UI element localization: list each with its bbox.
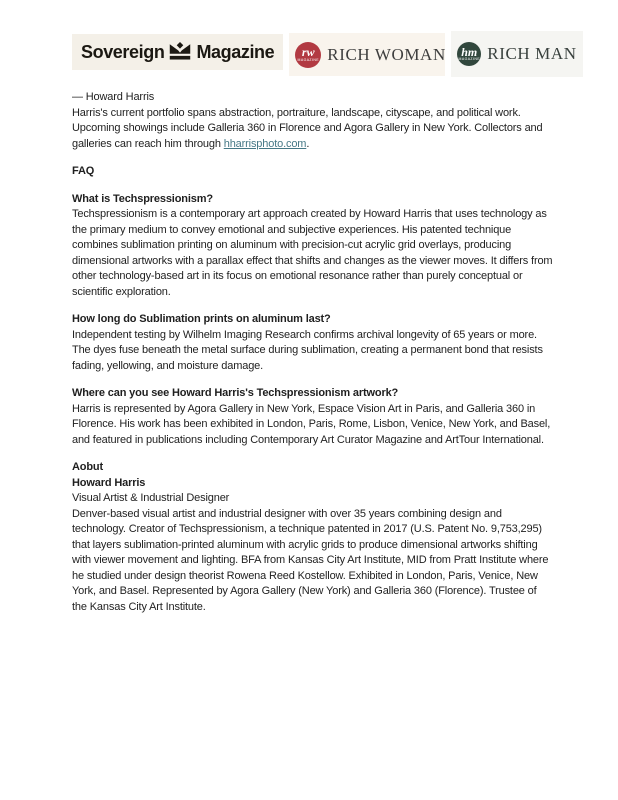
intro-block — [72, 90, 554, 152]
faq-item — [72, 192, 554, 301]
sovereign-wordmark-left: Sovereign — [81, 41, 165, 62]
rich-woman-badge-icon — [295, 42, 321, 68]
faq-question: What is Techspressionism? — [72, 192, 213, 205]
rich-woman-wordmark: RICH WOMAN — [327, 44, 446, 64]
crown-icon — [169, 42, 191, 61]
about-block — [72, 460, 554, 615]
hharrisphoto-link[interactable]: hharrisphoto.com — [223, 137, 307, 150]
sovereign-magazine-logo — [72, 34, 283, 70]
sovereign-wordmark-right: Magazine — [196, 41, 275, 62]
about-role: Visual Artist & Industrial Designer — [72, 492, 230, 504]
rich-man-wordmark: RICH MAN — [487, 44, 577, 63]
article-text — [72, 90, 554, 615]
rich-woman-logo — [289, 33, 445, 76]
faq-item — [72, 312, 554, 374]
quote-attribution: — Howard Harris — [72, 91, 155, 103]
rich-man-badge-icon — [457, 42, 481, 66]
rich-man-badge-script: hm — [461, 44, 478, 59]
about-bio: Denver-based visual artist and industrial designer with over 35 years combining design and technology. Creator of Techspressionism, a technique patented in 2017 (U.S. Patent No. 9,753,295) that layers sublimation-printed aluminum with acrylic grids to produce dimensional artworks shifting with viewer movement and lighting. BFA from Kansas City Art Institute, MID from Pratt Institute where he studied under design theorist Rowena Reed Kostellow. Exhibited in London, Paris, Venice, New York, and Basel. Represented by Agora Gallery (New York) and Galleria 360 (Florence). Trustee of the Kansas City Art Institute. — [72, 507, 549, 613]
rich-woman-badge-script: rw — [301, 45, 315, 59]
about-name: Howard Harris — [72, 476, 146, 489]
faq-answer: Harris is represented by Agora Gallery in New York, Espace Vision Art in Paris, and Galleria 360 in Florence. His work has been exhibited in London, Paris, Rome, Lisbon, Venice, New York, and Basel, and featured in publications including Contemporary Art Curator Magazine and ArtTour International. — [72, 402, 551, 446]
document-content — [72, 30, 577, 627]
faq-answer: Independent testing by Wilhelm Imaging Research confirms archival longevity of 65 years or more. The dyes fuse beneath the metal surface during sublimation, creating a permanent bond that resists fading, yellowing, and moisture damage. — [72, 328, 543, 372]
faq-heading-block — [72, 164, 554, 180]
about-heading: Aobut — [72, 461, 104, 473]
press-logo-strip — [72, 30, 577, 76]
intro-text-after-link: . — [306, 137, 310, 150]
rich-man-logo — [451, 31, 582, 77]
faq-item — [72, 386, 554, 448]
faq-question: How long do Sublimation prints on aluminum last? — [72, 313, 331, 325]
faq-answer: Techspressionism is a contemporary art approach created by Howard Harris that uses technology as the primary medium to convey emotional and subjective experiences. His patented technique combines sublimation printing on aluminum with precision-cut acrylic grid overlays, producing dimensional artworks with a parallax effect that shifts and changes as the viewer moves. It differs from other technology-based art in its focus on emotional resonance rather than purely conceptual or scientific exploration. — [72, 208, 553, 298]
rich-woman-badge-subtext: MAGAZINE — [297, 57, 319, 62]
intro-paragraph — [72, 106, 554, 153]
faq-heading: FAQ — [72, 165, 95, 177]
intro-text-before-link: Harris's current portfolio spans abstraction, portraiture, landscape, cityscape, and political work. Upcoming showings include Galleria 360 in Florence and Agora Gallery in New York. Collectors and galleries can reach him through — [72, 106, 543, 150]
rich-man-badge-subtext: MAGAZINE — [458, 57, 480, 61]
faq-question: Where can you see Howard Harris's Techspressionism artwork? — [72, 387, 399, 399]
